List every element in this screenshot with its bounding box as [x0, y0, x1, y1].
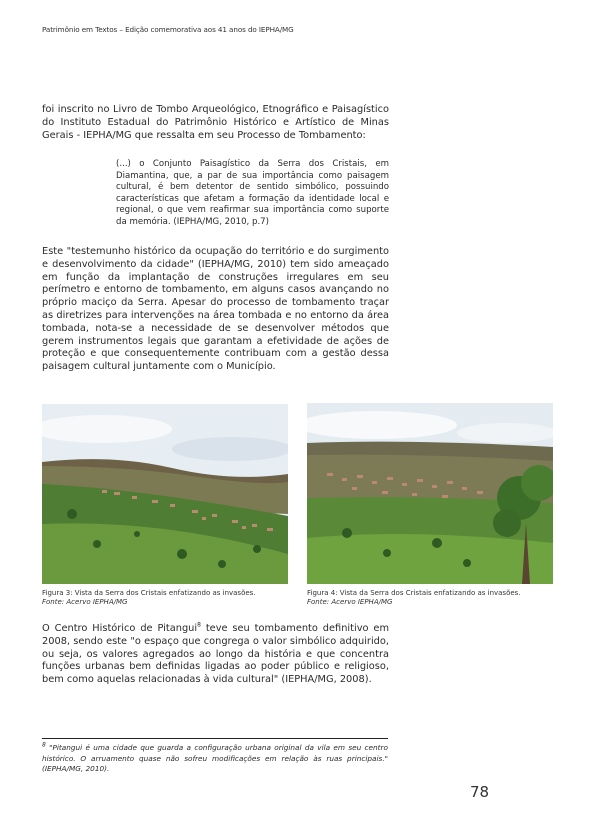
figure-4-caption: [307, 589, 555, 606]
paragraph-pitangui-start: O Centro Histórico de Pitangui: [42, 623, 198, 634]
figure-4-caption-text: Figura 4: Vista da Serra dos Cristais enfatizando as invasões.: [307, 589, 521, 597]
paragraph-pitangui-end: teve seu tombamento definitivo em 2008, sendo este "o espaço que congrega o valor simbólico adquirido, ou seja, os valores agregados ao longo da história e que concentra funções urbanas bem definidas ligadas ao poder público e religioso, bem como aquelas relacionadas à vida cultural" (IEPHA/MG, 2008).: [42, 623, 389, 686]
figure-3-caption-text: Figura 3: Vista da Serra dos Cristais enfatizando as invasões.: [42, 589, 256, 597]
block-quote: (...) o Conjunto Paisagístico da Serra dos Cristais, em Diamantina, que, a par de sua importância como paisagem cultural, é bem detentor de sentido simbólico, possuindo características que afetam a formação da identidade local e regional, o que vem reafirmar sua importância como suporte da memória. (IEPHA/MG, 2010, p.7): [116, 159, 389, 227]
footnote-text: "Pitangui é uma cidade que guarda a configuração urbana original da vila em seu centro histórico. O arruamento quase não sofreu modificações em relação às ruas principais." (IEPHA/MG, 2010).: [42, 743, 388, 774]
page-number: 78: [470, 783, 490, 801]
paragraph-pitangui: [42, 623, 389, 687]
figure-4-photo: [307, 403, 553, 584]
paragraph-intro: foi inscrito no Livro de Tombo Arqueológico, Etnográfico e Paisagístico do Instituto Estadual do Patrimônio Histórico e Artístico de Minas Gerais - IEPHA/MG que ressalta em seu Processo de Tombamento:: [42, 104, 389, 141]
figure-4-source: Fonte: Acervo IEPHA/MG: [307, 597, 393, 606]
paragraph-threats: Este "testemunho histórico da ocupação do território e do surgimento e desenvolvimento da cidade" (IEPHA/MG, 2010) tem sido ameaçado em função da implantação de construções irregulares em seu perímetro e entorno de tombamento, em alguns casos avançando no próprio maciço da Serra. Apesar do processo de tombamento traçar as diretrizes para intervenções na área tombada e no entorno da área tombada, nota-se a necessidade de se desenvolver métodos que gerem instrumentos legais que garantam a efetividade de ações de proteção e que consequentemente contribuam com a gestão dessa paisagem cultural juntamente com o Município.: [42, 246, 389, 373]
figure-3-caption: [42, 589, 290, 606]
footnote-number: 8: [42, 741, 46, 749]
figure-3-photo: [42, 404, 288, 584]
running-header: Patrimônio em Textos – Edição comemorativa aos 41 anos do IEPHA/MG: [42, 25, 294, 34]
footnote-ref-8[interactable]: 8: [197, 621, 201, 629]
footnote-divider: [42, 738, 388, 739]
figure-3-source: Fonte: Acervo IEPHA/MG: [42, 597, 128, 606]
footnote-8: [42, 743, 388, 775]
